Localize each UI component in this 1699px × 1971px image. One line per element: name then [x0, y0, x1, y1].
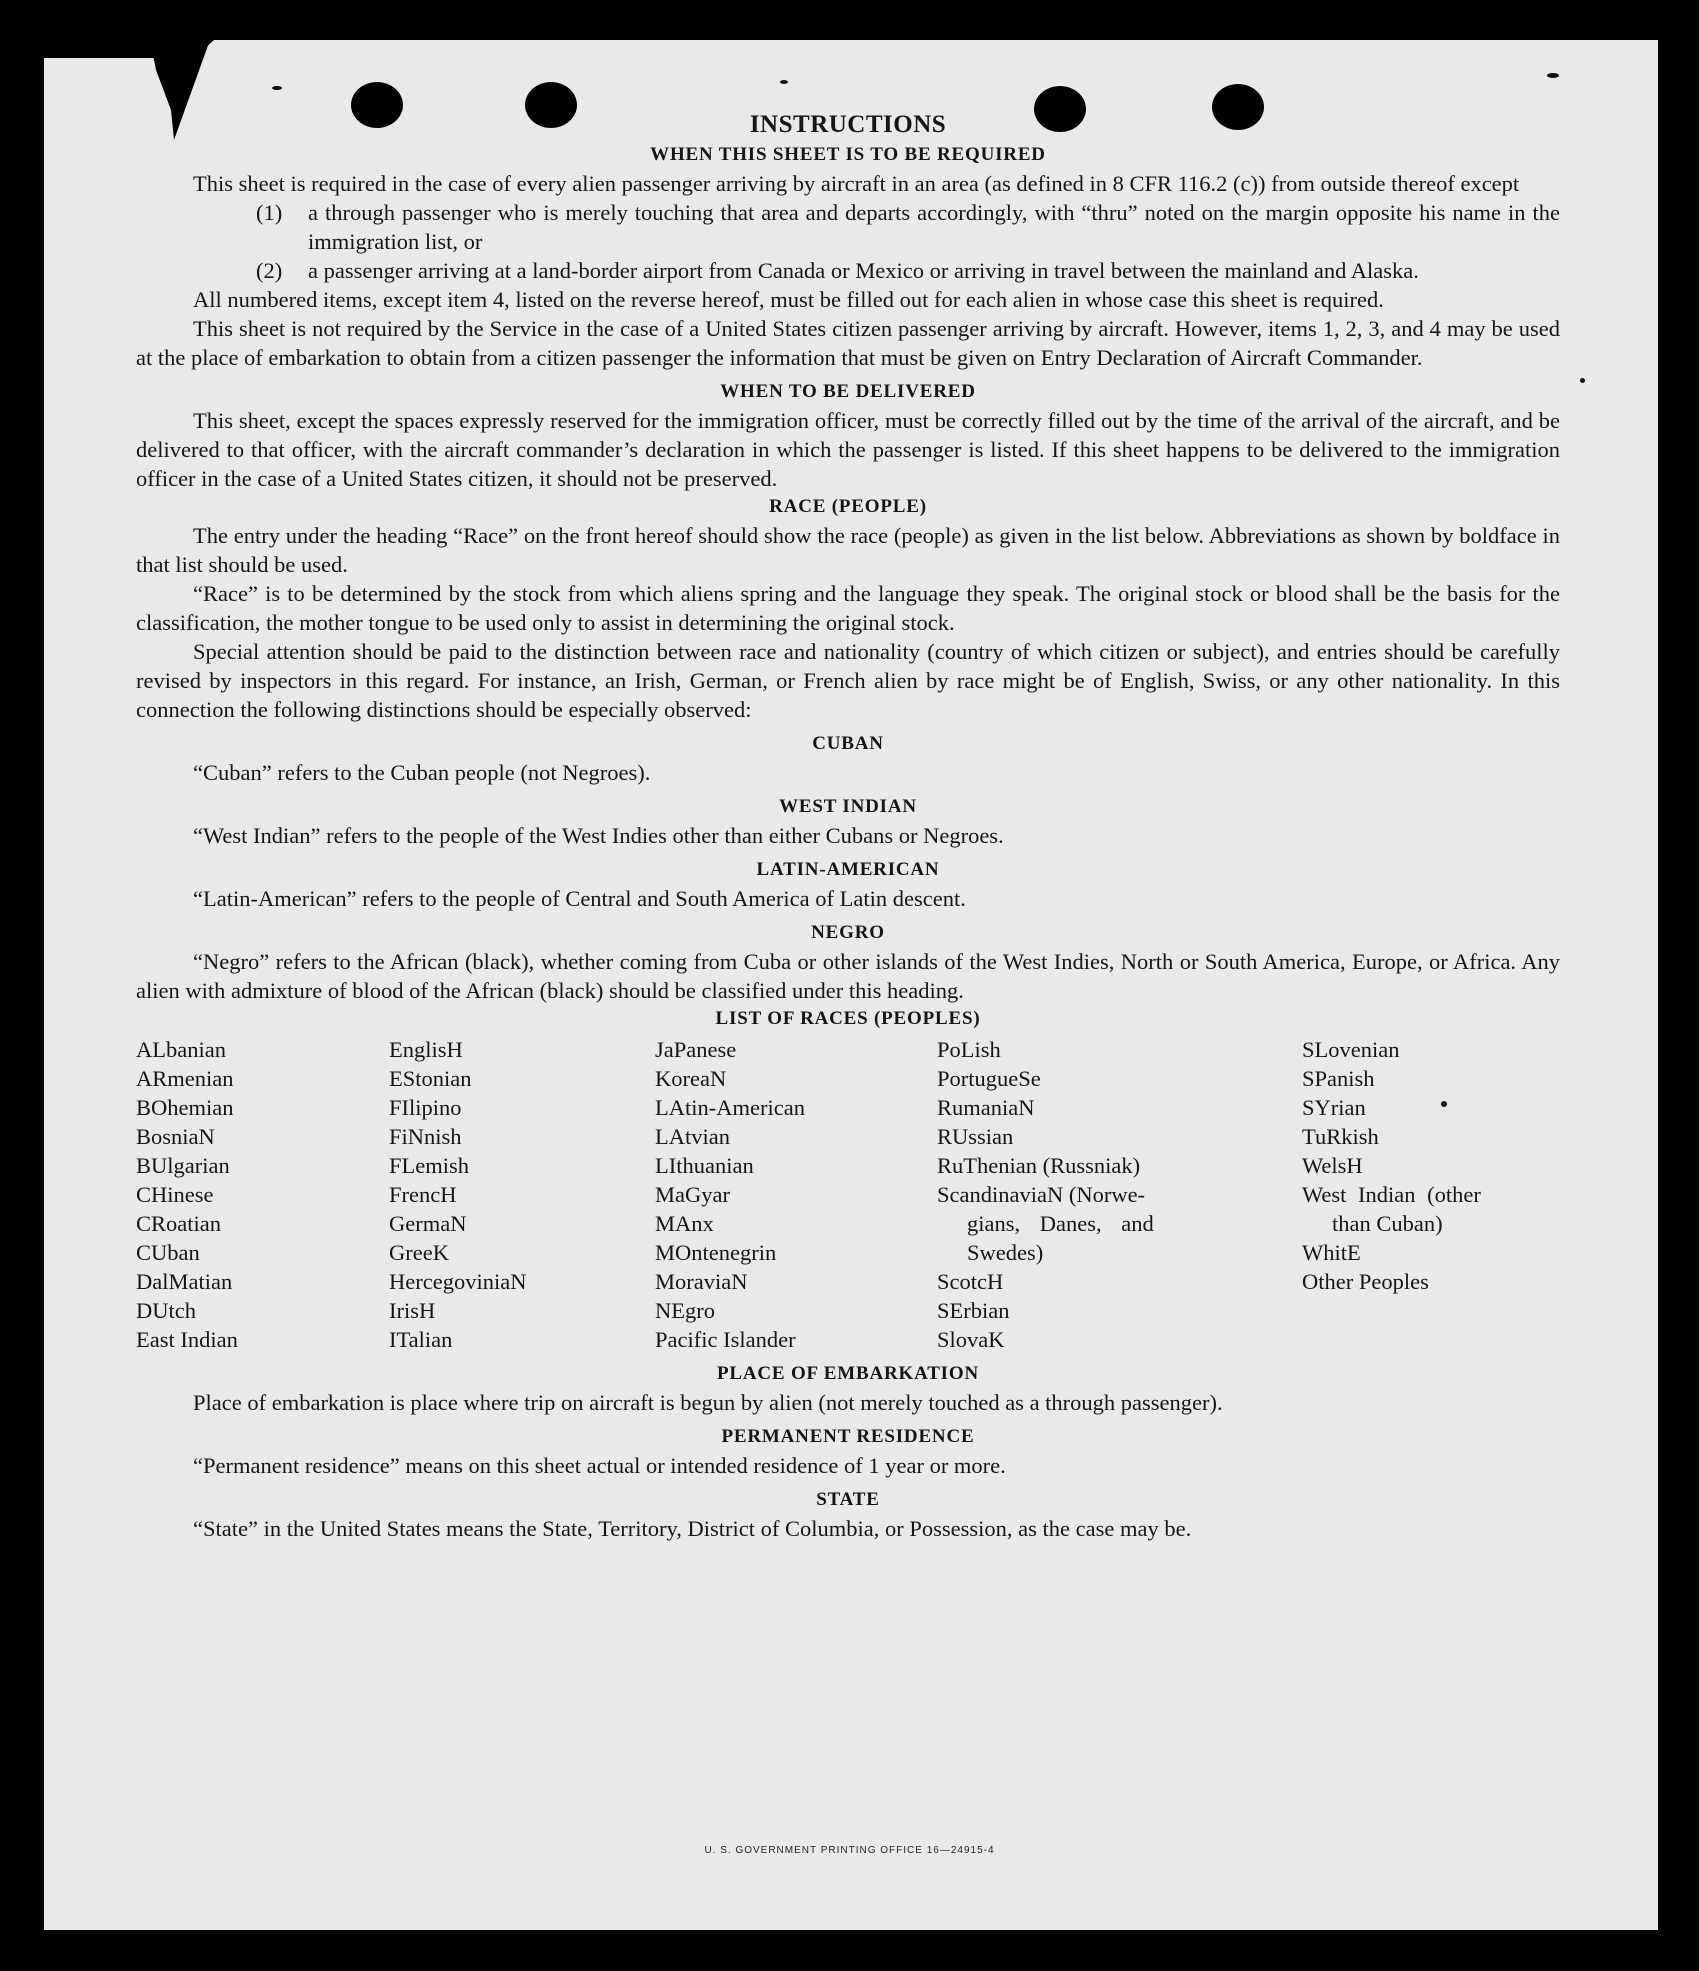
race-entry: MAnx — [655, 1211, 714, 1236]
paragraph: “Latin-American” refers to the people of Central and South America of Latin descent. — [193, 886, 966, 911]
item-text: a passenger arriving at a land-border airport from Canada or Mexico or arriving in travel between the mainland and Alaska. — [308, 258, 1419, 283]
race-entry: RuThenian (Russniak) — [937, 1153, 1141, 1178]
race-entry: DalMatian — [136, 1269, 233, 1294]
race-entry: CUban — [136, 1240, 200, 1265]
race-entry: FIlipino — [389, 1095, 462, 1120]
race-entry: FLemish — [389, 1153, 470, 1178]
section-heading: LIST OF RACES (PEOPLES) — [715, 1008, 981, 1029]
race-entry: Swedes) — [967, 1240, 1044, 1265]
race-entry: JaPanese — [655, 1037, 737, 1062]
paragraph: “Permanent residence” means on this sheet actual or intended residence of 1 year or more. — [193, 1453, 1006, 1478]
paragraph: Special attention should be paid to the distinction between race and nationality (country of which citizen or subject), and entries should be carefully revised by inspectors in this regard. For instance, an Irish, German, or French alien by race might be of English, Swiss, or any other nationality. In this connection the following distinctions should be especially observed: — [136, 639, 1560, 722]
race-entry: PortugueSe — [937, 1066, 1041, 1091]
printing-office-imprint: U. S. GOVERNMENT PRINTING OFFICE 16—24915-4 — [704, 1845, 995, 1856]
race-entry: CRoatian — [136, 1211, 221, 1236]
races-column — [389, 1035, 655, 1354]
race-entry: GreeK — [389, 1240, 449, 1265]
race-entry: NEgro — [655, 1298, 715, 1323]
races-column — [136, 1035, 389, 1354]
item-text: a through passenger who is merely touching that area and departs accordingly, with “thru” noted on the margin opposite his name in the immigration list, or — [308, 200, 1560, 254]
race-entry: LIthuanian — [655, 1153, 754, 1178]
race-entry: FrencH — [389, 1182, 457, 1207]
exception-item — [256, 198, 1560, 256]
section-heading: PLACE OF EMBARKATION — [717, 1363, 979, 1384]
item-number: (1) — [256, 200, 283, 225]
race-entry: ALbanian — [136, 1037, 226, 1062]
race-entry: EnglisH — [389, 1037, 463, 1062]
paragraph: All numbered items, except item 4, listed on the reverse hereof, must be filled out for each alien in whose case this sheet is required. — [193, 287, 1384, 312]
race-entry: IrisH — [389, 1298, 436, 1323]
race-entry: than Cuban) — [1332, 1211, 1443, 1236]
race-entry: BOhemian — [136, 1095, 234, 1120]
race-entry: Pacific Islander — [655, 1327, 796, 1352]
race-entry: WhitE — [1302, 1240, 1361, 1265]
section-heading: NEGRO — [811, 922, 885, 943]
section-heading: WHEN TO BE DELIVERED — [720, 381, 976, 402]
race-entry: PoLish — [937, 1037, 1001, 1062]
section-heading: STATE — [816, 1489, 880, 1510]
race-entry: LAtin-American — [655, 1095, 805, 1120]
race-entry: ITalian — [389, 1327, 453, 1352]
paragraph: “Race” is to be determined by the stock from which aliens spring and the language they speak. The original stock or blood shall be the basis for the classification, the mother tongue to be used only to assist in determining the original stock. — [136, 581, 1560, 635]
race-entry: CHinese — [136, 1182, 214, 1207]
race-entry: BosniaN — [136, 1124, 215, 1149]
paragraph: “Cuban” refers to the Cuban people (not Negroes). — [193, 760, 651, 785]
paragraph: Place of embarkation is place where trip on aircraft is begun by alien (not merely touched as a through passenger). — [193, 1390, 1223, 1415]
race-entry: DUtch — [136, 1298, 196, 1323]
exception-item — [256, 256, 1560, 285]
section-heading: LATIN-AMERICAN — [756, 859, 940, 880]
race-entry: MoraviaN — [655, 1269, 748, 1294]
race-entry: ScandinaviaN (Norwe- — [937, 1182, 1146, 1207]
instructions-body — [136, 110, 1560, 1543]
page-title: INSTRUCTIONS — [749, 111, 947, 138]
race-entry: MOntenegrin — [655, 1240, 777, 1265]
paragraph: “State” in the United States means the State, Territory, District of Columbia, or Possession, as the case may be. — [193, 1516, 1192, 1541]
section-heading: WHEN THIS SHEET IS TO BE REQUIRED — [650, 144, 1046, 165]
race-entry: West Indian (other — [1302, 1182, 1481, 1207]
race-entry: SlovaK — [937, 1327, 1005, 1352]
section-heading: PERMANENT RESIDENCE — [721, 1426, 975, 1447]
speck — [1580, 378, 1585, 383]
race-entry: Other Peoples — [1302, 1269, 1429, 1294]
race-entry: East Indian — [136, 1327, 238, 1352]
paragraph: This sheet, except the spaces expressly reserved for the immigration officer, must be correctly filled out by the time of the arrival of the aircraft, and be delivered to that officer, with the aircraft commander’s declaration in which the passenger is listed. If this sheet happens to be delivered to the immigration officer in the case of a United States citizen, it should not be preserved. — [136, 408, 1560, 491]
race-entry: MaGyar — [655, 1182, 730, 1207]
races-list — [136, 1035, 1560, 1354]
race-entry: BUlgarian — [136, 1153, 230, 1178]
speck — [1547, 73, 1559, 78]
races-column — [655, 1035, 937, 1354]
races-column — [1302, 1035, 1560, 1354]
races-column — [937, 1035, 1302, 1354]
paragraph: The entry under the heading “Race” on the front hereof should show the race (people) as given in the list below. Abbreviations as shown by boldface in that list should be used. — [136, 523, 1560, 577]
race-entry: WelsH — [1302, 1153, 1363, 1178]
paragraph: This sheet is required in the case of every alien passenger arriving by aircraft in an area (as defined in 8 CFR 116.2 (c)) from outside thereof except — [193, 171, 1520, 196]
item-number: (2) — [256, 258, 283, 283]
race-entry: SYrian — [1302, 1095, 1366, 1120]
race-entry: ScotcH — [937, 1269, 1004, 1294]
paragraph: “Negro” refers to the African (black), whether coming from Cuba or other islands of the West Indies, North or South America, Europe, or Africa. Any alien with admixture of blood of the African (black) should be classified under this heading. — [136, 949, 1560, 1003]
race-entry: SLovenian — [1302, 1037, 1400, 1062]
race-entry: EStonian — [389, 1066, 472, 1091]
race-entry: SErbian — [937, 1298, 1010, 1323]
section-heading: RACE (PEOPLE) — [769, 496, 927, 517]
section-heading: WEST INDIAN — [779, 796, 917, 817]
race-entry: RUssian — [937, 1124, 1014, 1149]
race-entry: TuRkish — [1302, 1124, 1379, 1149]
speck — [780, 80, 788, 84]
speck — [272, 86, 282, 90]
race-entry: GermaN — [389, 1211, 467, 1236]
race-entry: LAtvian — [655, 1124, 730, 1149]
paragraph: This sheet is not required by the Service in the case of a United States citizen passenger arriving by aircraft. However, items 1, 2, 3, and 4 may be used at the place of embarkation to obtain from a citizen passenger the information that must be given on Entry Declaration of Aircraft Commander. — [136, 316, 1560, 370]
race-entry: HercegoviniaN — [389, 1269, 527, 1294]
race-entry: SPanish — [1302, 1066, 1375, 1091]
race-entry: gians, Danes, and — [967, 1211, 1154, 1236]
race-entry: ARmenian — [136, 1066, 234, 1091]
paragraph: “West Indian” refers to the people of the West Indies other than either Cubans or Negroes. — [193, 823, 1004, 848]
race-entry: RumaniaN — [937, 1095, 1035, 1120]
race-entry: KoreaN — [655, 1066, 727, 1091]
section-heading: CUBAN — [812, 733, 884, 754]
race-entry: FiNnish — [389, 1124, 462, 1149]
